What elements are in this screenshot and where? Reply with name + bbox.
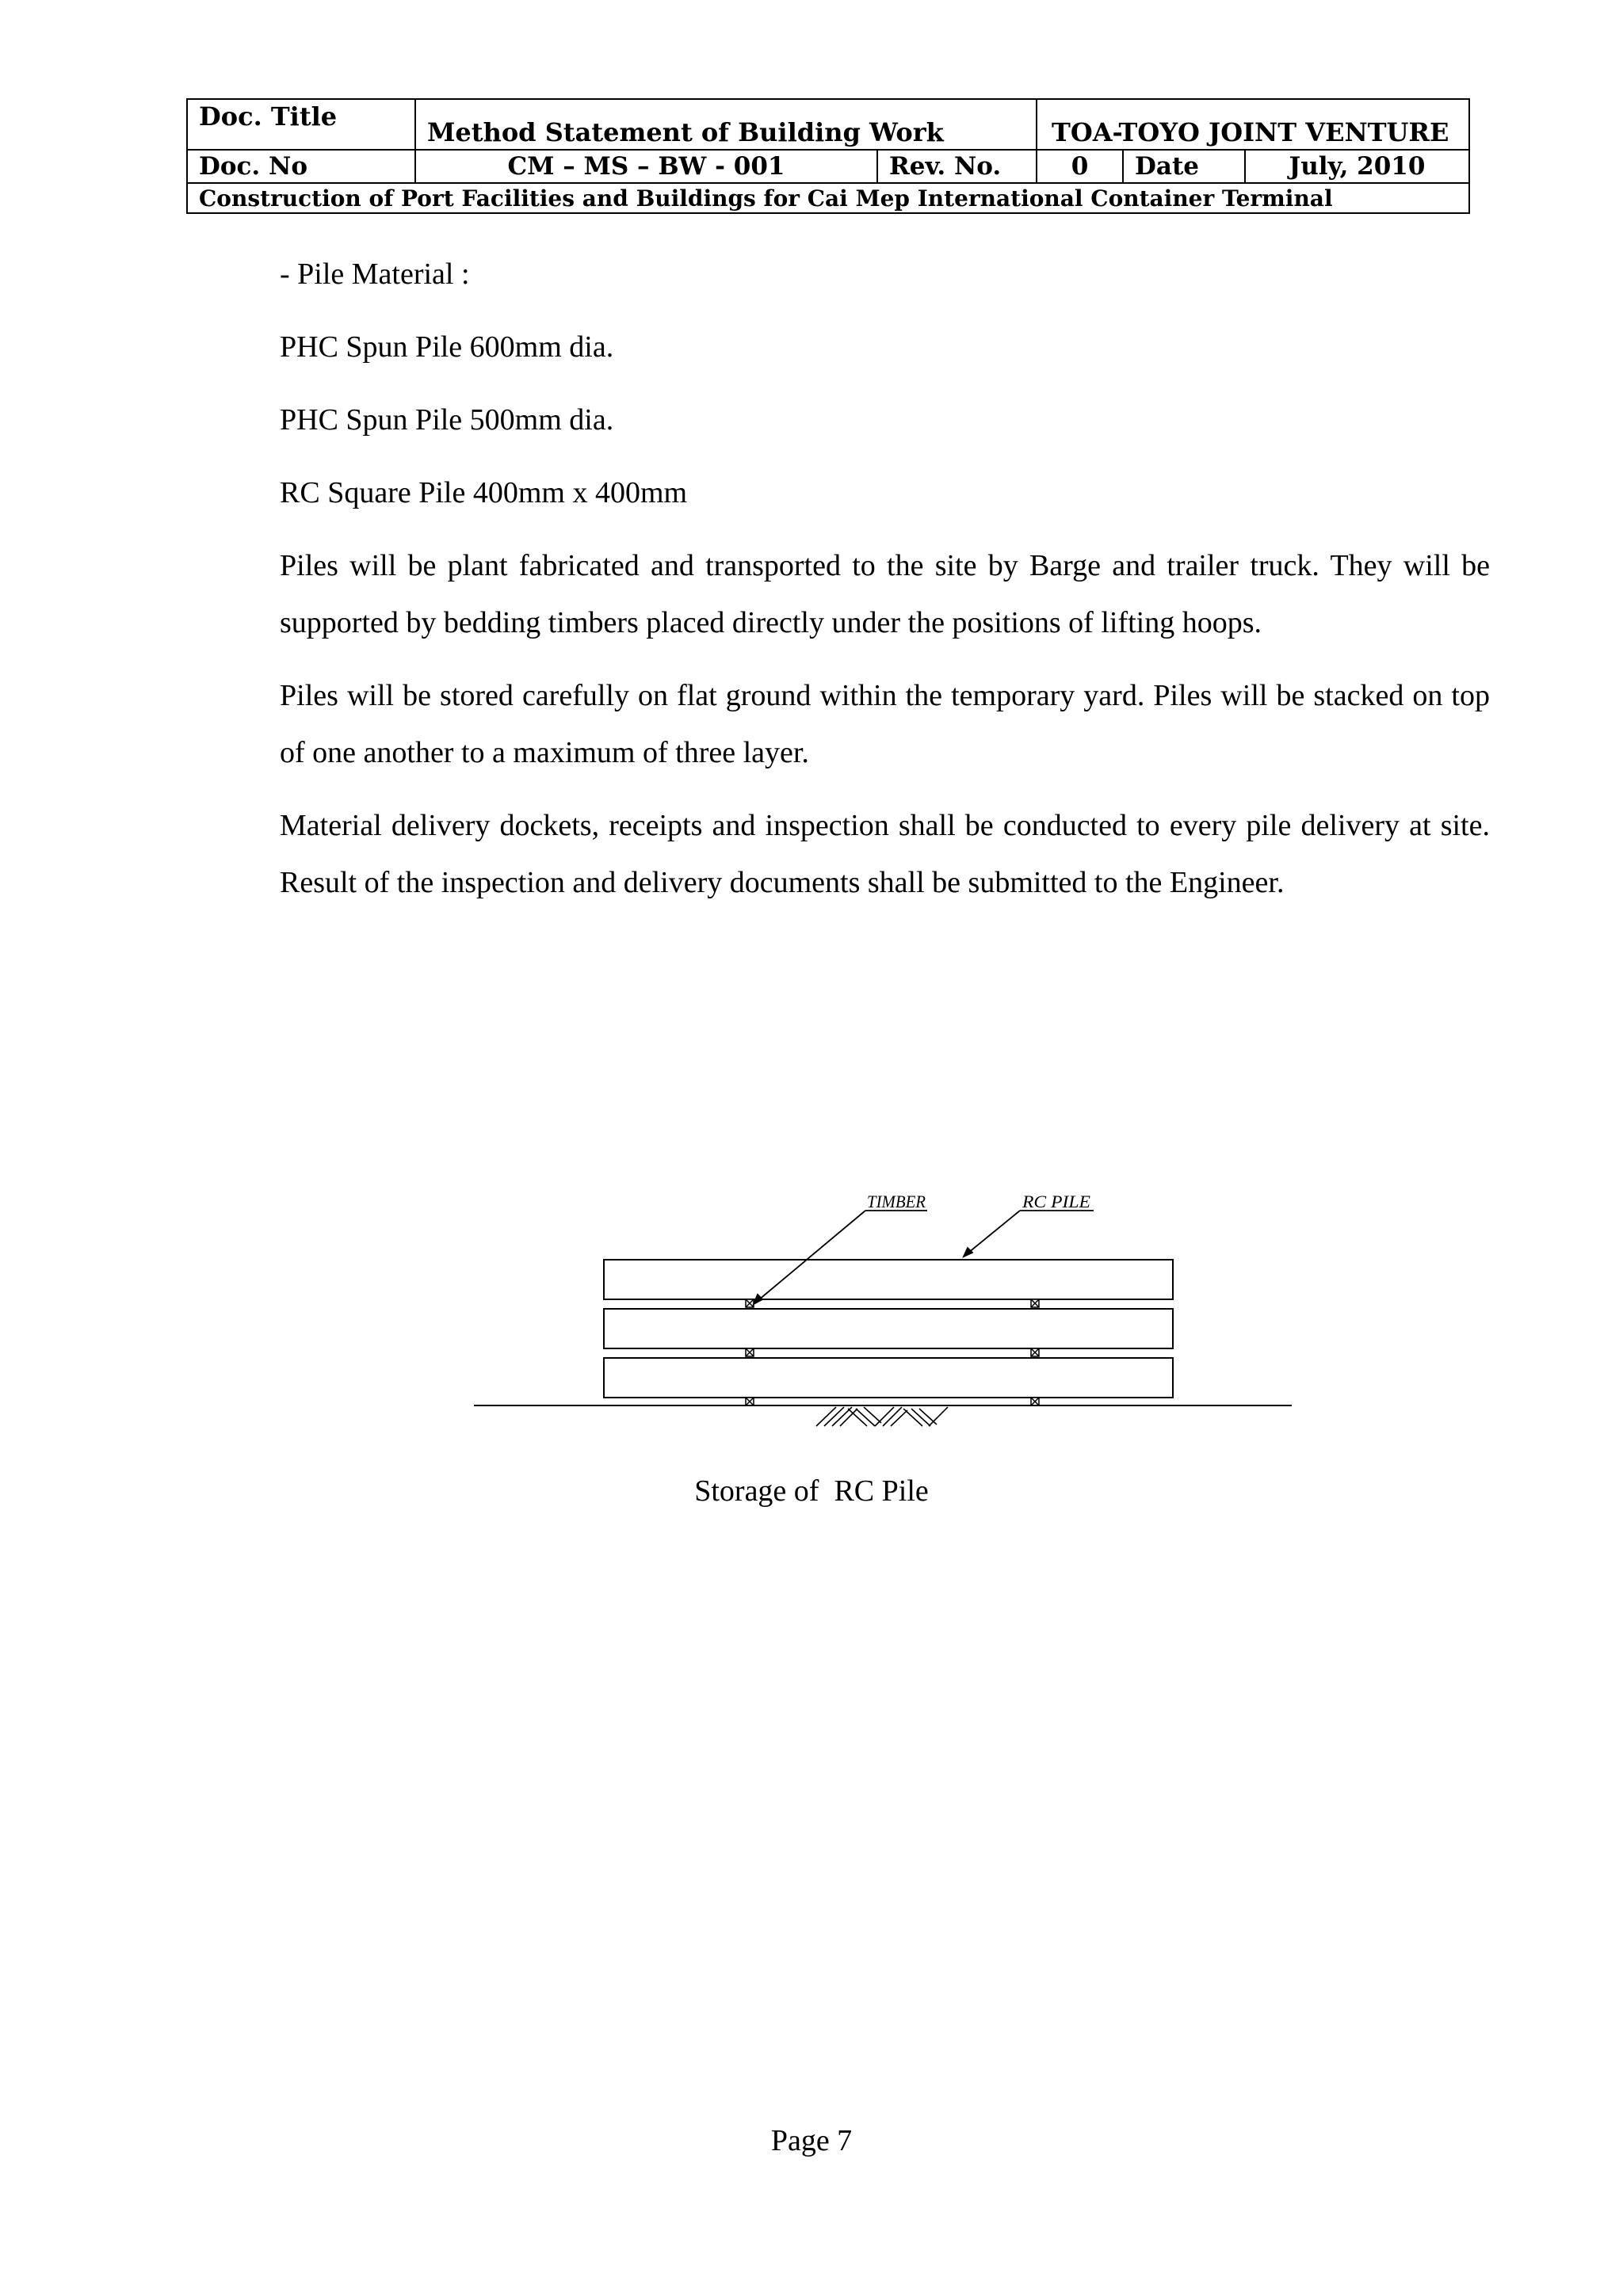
figure-caption: Storage of RC Pile [694,1474,929,1508]
company-name: TOA-TOYO JOINT VENTURE [1037,99,1469,150]
timber-block [1031,1348,1039,1356]
material-item: PHC Spun Pile 500mm dia. [280,403,614,437]
date-value: July, 2010 [1245,150,1469,183]
body-paragraph: Material delivery dockets, receipts and inspection shall be conducted to every pile delivery at site. Result of the inspection and delivery documents shall be submitted to the Engineer. [280,809,1490,899]
timber-leader [754,1211,927,1304]
body-paragraph: Piles will be plant fabricated and transported to the site by Barge and trailer truck. They will be supported by bedding timbers placed directly under the positions of lifting hoops. [280,549,1490,639]
body-paragraph: Piles will be stored carefully on flat ground within the temporary yard. Piles will be stacked on top of one another to a maximum of three layer. [280,679,1490,769]
rc-pile-label: RC PILE [1021,1192,1091,1211]
timber-block [746,1348,754,1356]
pile-bottom [604,1358,1173,1398]
timber-block [1031,1299,1039,1307]
timber-blocks [746,1299,1039,1405]
rev-no-value: 0 [1037,150,1123,183]
date-label: Date [1123,150,1245,183]
rev-no-label: Rev. No. [877,150,1037,183]
timber-block [746,1398,754,1405]
page-number: Page 7 [770,2124,853,2157]
doc-title-label: Doc. Title [187,99,415,150]
ground-hatch [816,1407,948,1426]
section-heading: - Pile Material : [280,257,470,291]
project-title: Construction of Port Facilities and Buildings for Cai Mep International Container Terminal [187,183,1469,213]
pile-middle [604,1309,1173,1348]
pile-stack [604,1260,1173,1398]
pile-top [604,1260,1173,1299]
document-body [280,246,1490,927]
material-item: PHC Spun Pile 600mm dia. [280,330,614,364]
material-item: RC Square Pile 400mm x 400mm [280,476,688,509]
document-header-table [186,98,1470,214]
timber-block [746,1299,754,1307]
doc-title-value: Method Statement of Building Work [415,99,1037,150]
doc-no-label: Doc. No [187,150,415,183]
doc-no-value: CM – MS – BW - 001 [415,150,877,183]
rc-pile-leader [964,1211,1094,1257]
timber-block [1031,1398,1039,1405]
timber-label: TIMBER [867,1192,926,1211]
